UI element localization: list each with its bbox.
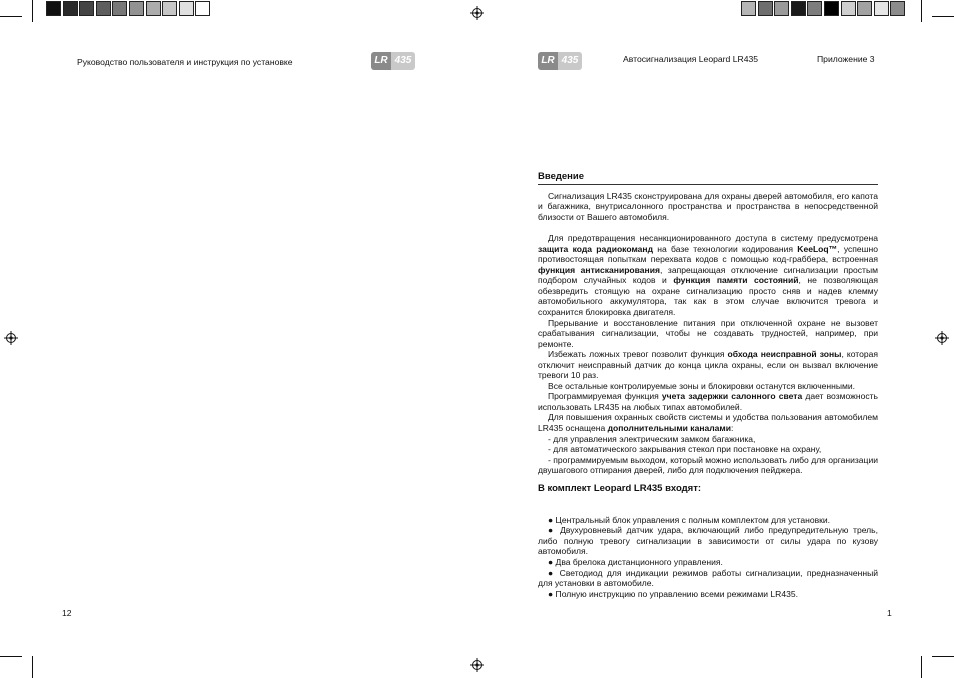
color-swatch (758, 1, 773, 16)
kit-item: ● Два брелока дистанционного управления. (548, 557, 723, 567)
logo-letters: LR (371, 52, 391, 70)
color-swatch (824, 1, 839, 16)
logo-number: 435 (558, 52, 582, 70)
crop-mark (0, 16, 22, 17)
color-swatch (791, 1, 806, 16)
color-swatch (162, 1, 177, 16)
color-swatch (96, 1, 111, 16)
color-swatch (129, 1, 144, 16)
right-page-header-title: Автосигнализация Leopard LR435 (623, 54, 759, 64)
crop-mark (32, 0, 33, 22)
color-swatch (146, 1, 161, 16)
left-page-header-title: Руководство пользователя и инструкция по установке (77, 57, 293, 67)
right-page-body (538, 172, 878, 599)
left-page-logo (371, 52, 415, 70)
color-swatch (46, 1, 61, 16)
color-swatch (195, 1, 210, 16)
kit-item: ● Светодиод для индикации режимов работы сигнализации, предназначенный для установки в автомобиле. (538, 567, 878, 589)
right-page-number: 1 (887, 608, 892, 618)
color-swatch (79, 1, 94, 16)
color-swatch (874, 1, 889, 16)
color-swatch (63, 1, 78, 16)
color-swatch (857, 1, 872, 16)
power-paragraph: Прерывание и восстановление питания при отключенной охране не вызовет срабатывания сигнализации, чтобы не создавать трудностей, например, при ремонте. (538, 317, 878, 349)
kit-item: ● Полную инструкцию по управлению всеми режимами LR435. (548, 588, 798, 599)
color-swatch (741, 1, 756, 16)
kit-heading: В комплект Leopard LR435 входят: (538, 482, 702, 494)
kit-item: ● Центральный блок управления с полным комплектом для установки. (548, 514, 831, 525)
registration-mark-icon (470, 658, 484, 672)
registration-mark-icon (4, 331, 18, 345)
zones-paragraph: Все остальные контролируемые зоны и блокировки останутся включенными. (548, 380, 856, 391)
color-swatch (890, 1, 905, 16)
bullet-icon: ● (548, 525, 556, 536)
channel-item: - для управления электрическим замком багажника, (548, 433, 756, 444)
right-page-logo (538, 52, 582, 70)
crop-mark (0, 656, 22, 657)
right-page-appendix-label: Приложение 3 (817, 54, 875, 64)
crop-mark (921, 0, 922, 22)
cabin-light-paragraph: Программируемая функция учета задержки салонного света дает возможность использовать LR435 на любых типах автомобилей. (538, 391, 878, 412)
bullet-icon: ● (548, 588, 554, 599)
bullet-icon: ● (548, 567, 556, 578)
logo-letters: LR (538, 52, 558, 70)
crop-mark (932, 16, 954, 17)
left-page-number: 12 (62, 608, 72, 618)
color-swatch (112, 1, 127, 16)
intro-paragraph: Сигнализация LR435 сконструирована для охраны дверей автомобиля, его капота и багажника, внутрисалонного пространства и пространства в непосредственной близости от Вашего автомобиля. (538, 190, 878, 222)
registration-mark-icon (470, 6, 484, 20)
kit-item: ● Двухуровневый датчик удара, включающий либо предупредительную трель, либо полную тревогу сигнализации в зависимости от силы удара по кузову автомобиля. (538, 525, 878, 557)
color-swatch (841, 1, 856, 16)
crop-mark (932, 656, 954, 657)
bullet-icon: ● (548, 557, 554, 567)
registration-mark-icon (935, 331, 949, 345)
channel-item: - программируемым выходом, который можно использовать либо для организации двушагового отпирания дверей, либо для подключения пейджера. (538, 454, 878, 476)
color-swatch (774, 1, 789, 16)
color-swatch (807, 1, 822, 16)
color-swatch (179, 1, 194, 16)
protection-paragraph: Для предотвращения несанкционированного доступа в систему предусмотрена защита кода радиокоманд на базе технологии кодирования KeeLoq™, успешно противостоящая попыткам перехвата кодов с помощью код-граббера, встроенная функция антисканирования, запрещающая отключение сигнализации простым подбором случайных кодов и функция памяти состояний, не позволяющая обезвредить стоящую на охране сигнализацию просто сняв и надев клемму автомобильного аккумулятора, так как в этом случае включится тревога и сохранится блокировка двигателя. (538, 233, 878, 318)
channel-item: - для автоматического закрывания стекол при постановке на охрану, (548, 444, 822, 455)
crop-mark (32, 656, 33, 678)
faulty-zone-paragraph: Избежать ложных тревог позволит функция обхода неисправной зоны, которая отключит неисправный датчик до конца цикла охраны, если он вызвал включение тревоги 10 раз. (538, 349, 878, 381)
bullet-icon: ● (548, 514, 554, 525)
crop-mark (921, 656, 922, 678)
intro-heading: Введение (538, 172, 878, 185)
channels-paragraph: Для повышения охранных свойств системы и удобства пользования автомобилем LR435 оснащена дополнительными каналами: (538, 412, 878, 434)
logo-number: 435 (391, 52, 415, 70)
